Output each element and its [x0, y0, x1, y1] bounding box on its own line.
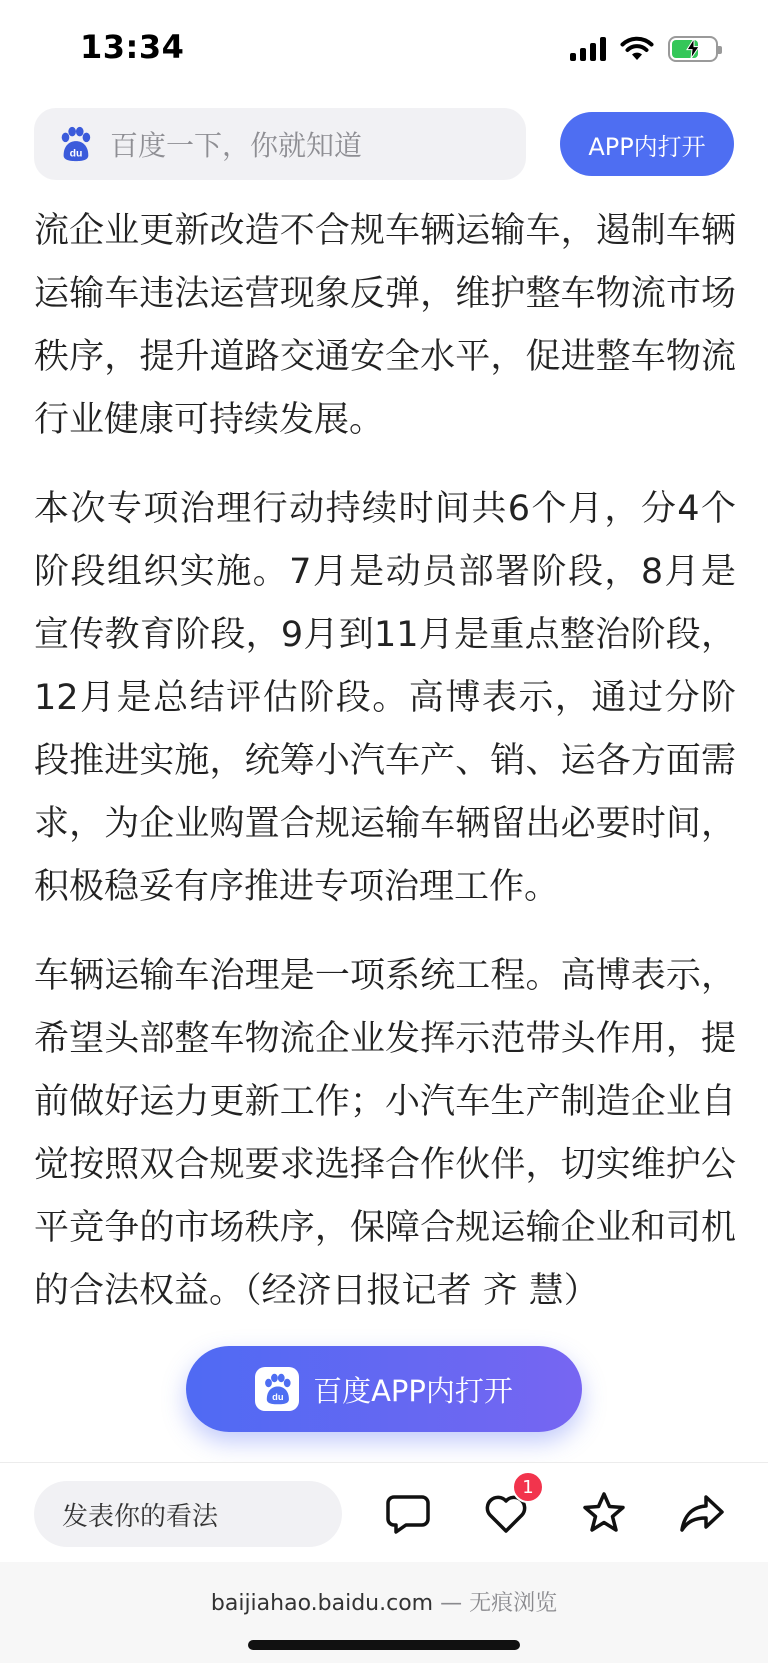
url-domain: baijiahao.baidu.com	[210, 1591, 434, 1616]
baidu-paw-icon	[56, 125, 94, 163]
svg-text:du: du	[272, 1392, 284, 1403]
status-time: 13:34	[80, 28, 185, 66]
baidu-logo-icon	[255, 1367, 299, 1411]
cellular-signal-icon	[570, 37, 606, 61]
private-mode-label: — 无痕浏览	[433, 1591, 558, 1616]
open-in-app-label: 百度APP内打开	[313, 1373, 513, 1408]
status-icons	[570, 36, 718, 62]
browser-url-bar[interactable]	[0, 1562, 768, 1663]
like-count-badge: 1	[512, 1471, 544, 1503]
open-in-baidu-app-button[interactable]	[186, 1346, 582, 1432]
wifi-icon	[620, 36, 654, 62]
search-box[interactable]	[34, 108, 526, 180]
share-icon[interactable]	[678, 1489, 726, 1537]
svg-text:du: du	[69, 148, 83, 160]
comment-icon[interactable]	[384, 1489, 432, 1537]
home-indicator[interactable]	[248, 1640, 520, 1650]
article-paragraph: 流企业更新改造不合规车辆运输车，遏制车辆运输车违法运营现象反弹，维护整车物流市场秩序，提升道路交通安全水平，促进整车物流行业健康可持续发展。	[34, 211, 736, 440]
search-placeholder: 百度一下，你就知道	[110, 129, 363, 162]
article-paragraph: 车辆运输车治理是一项系统工程。高博表示，希望头部整车物流企业发挥示范带头作用，提前做好运力更新工作；小汽车生产制造企业自觉按照双合规要求选择合作伙伴，切实维护公平竞争的市场秩序，保障合规运输企业和司机的合法权益。（经济日报记者 齐 慧）	[34, 956, 736, 1311]
article-body	[34, 200, 736, 1349]
app-open-button[interactable]: APP内打开	[560, 112, 734, 176]
article-paragraph: 本次专项治理行动持续时间共6个月，分4个阶段组织实施。7月是动员部署阶段，8月是宣传教育阶段，9月到11月是重点整治阶段，12月是总结评估阶段。高博表示，通过分阶段推进实施，统筹小汽车产、销、运各方面需求，为企业购置合规运输车辆留出必要时间，积极稳妥有序推进专项治理工作。	[34, 489, 736, 907]
status-bar	[0, 0, 768, 100]
battery-icon	[668, 36, 718, 62]
url-display	[0, 1586, 768, 1617]
comment-input[interactable]: 发表你的看法	[34, 1481, 342, 1547]
star-icon[interactable]	[580, 1489, 628, 1537]
action-bar	[0, 1462, 768, 1562]
